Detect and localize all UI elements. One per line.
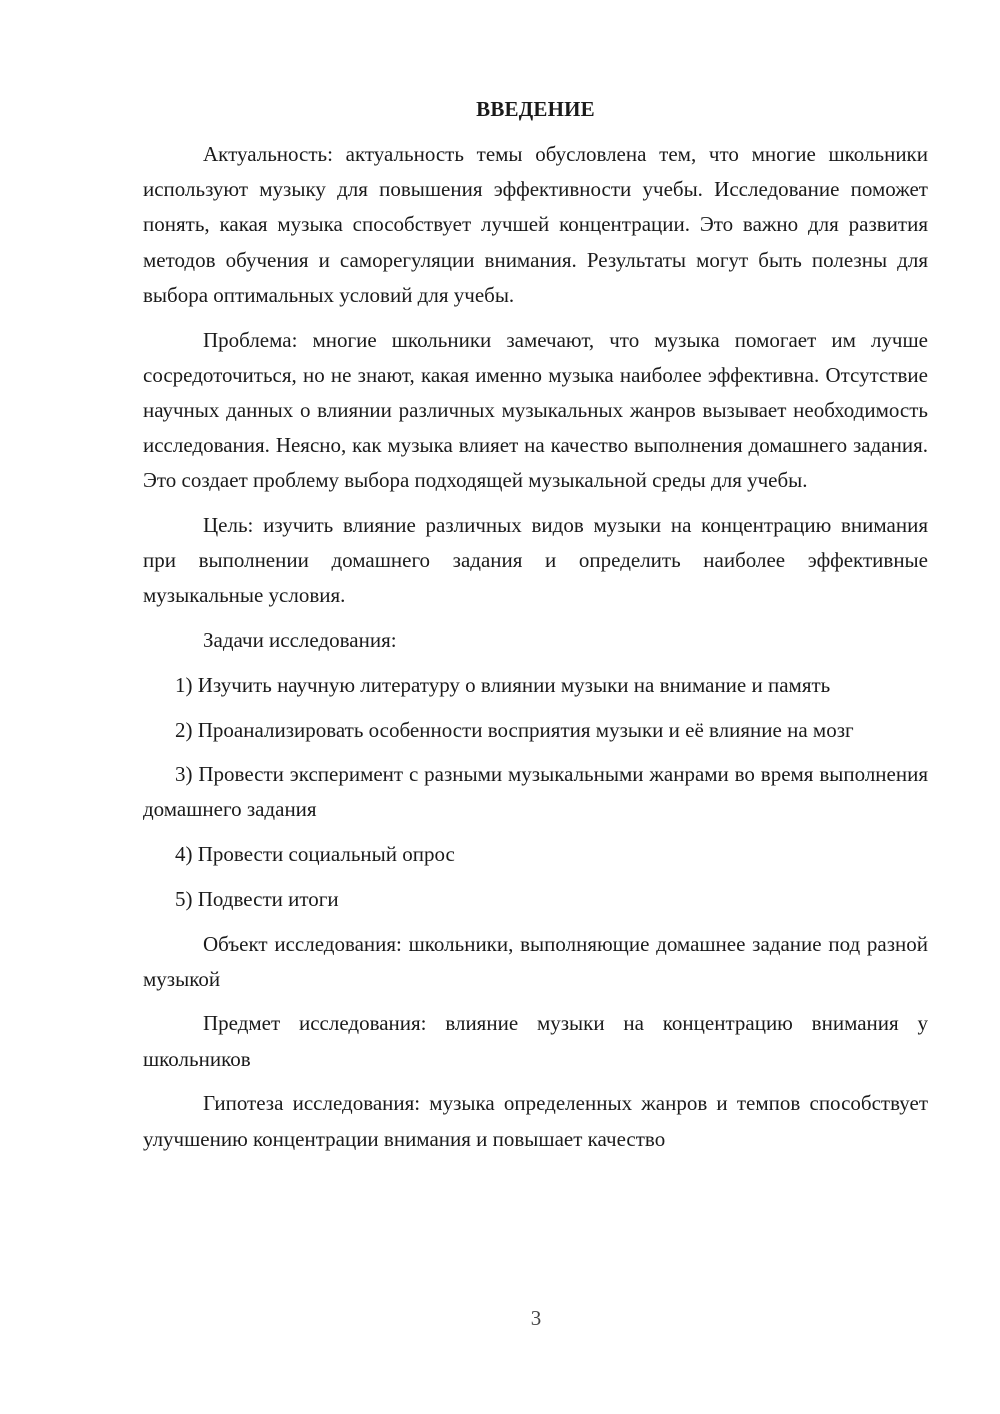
task-item-3: 3) Провести эксперимент с разными музыкальными жанрами во время выполнения домашнего задания [143, 762, 928, 822]
hypothesis-paragraph: Гипотеза исследования: музыка определенных жанров и темпов способствует улучшению концентрации внимания и повышает качество [143, 1091, 928, 1151]
problem-paragraph: Проблема: многие школьники замечают, что музыка помогает им лучше сосредоточиться, но не знают, какая именно музыка наиболее эффективна. Отсутствие научных данных о влиянии различных музыкальных жанров вызывает необходимость исследования. Неясно, как музыка влияет на качество выполнения домашнего задания. Это создает проблему выбора подходящей музыкальной среды для учебы. [143, 327, 928, 493]
goal-paragraph: Цель: изучить влияние различных видов музыки на концентрацию внимания при выполнении домашнего задания и определить наиболее эффективные музыкальные условия. [143, 513, 928, 608]
task-item-5: 5) Подвести итоги [175, 886, 339, 911]
task-item-1: 1) Изучить научную литературу о влиянии музыки на внимание и память [175, 672, 831, 697]
task-item-2: 2) Проанализировать особенности восприятия музыки и её влияние на мозг [175, 717, 854, 742]
subject-paragraph: Предмет исследования: влияние музыки на концентрацию внимания у школьников [143, 1011, 928, 1071]
relevance-paragraph: Актуальность: актуальность темы обусловлена тем, что многие школьники используют музыку для повышения эффективности учебы. Исследование поможет понять, какая музыка способствует лучшей концентрации. Это важно для развития методов обучения и саморегуляции внимания. Результаты могут быть полезны для выбора оптимальных условий для учебы. [143, 142, 928, 307]
page-title: ВВЕДЕНИЕ [476, 97, 595, 121]
document-page [143, 92, 928, 1166]
object-paragraph: Объект исследования: школьники, выполняющие домашнее задание под разной музыкой [143, 931, 928, 991]
task-item-4: 4) Провести социальный опрос [175, 842, 455, 867]
page-number: 3 [530, 1306, 542, 1330]
tasks-heading: Задачи исследования: [203, 628, 397, 653]
